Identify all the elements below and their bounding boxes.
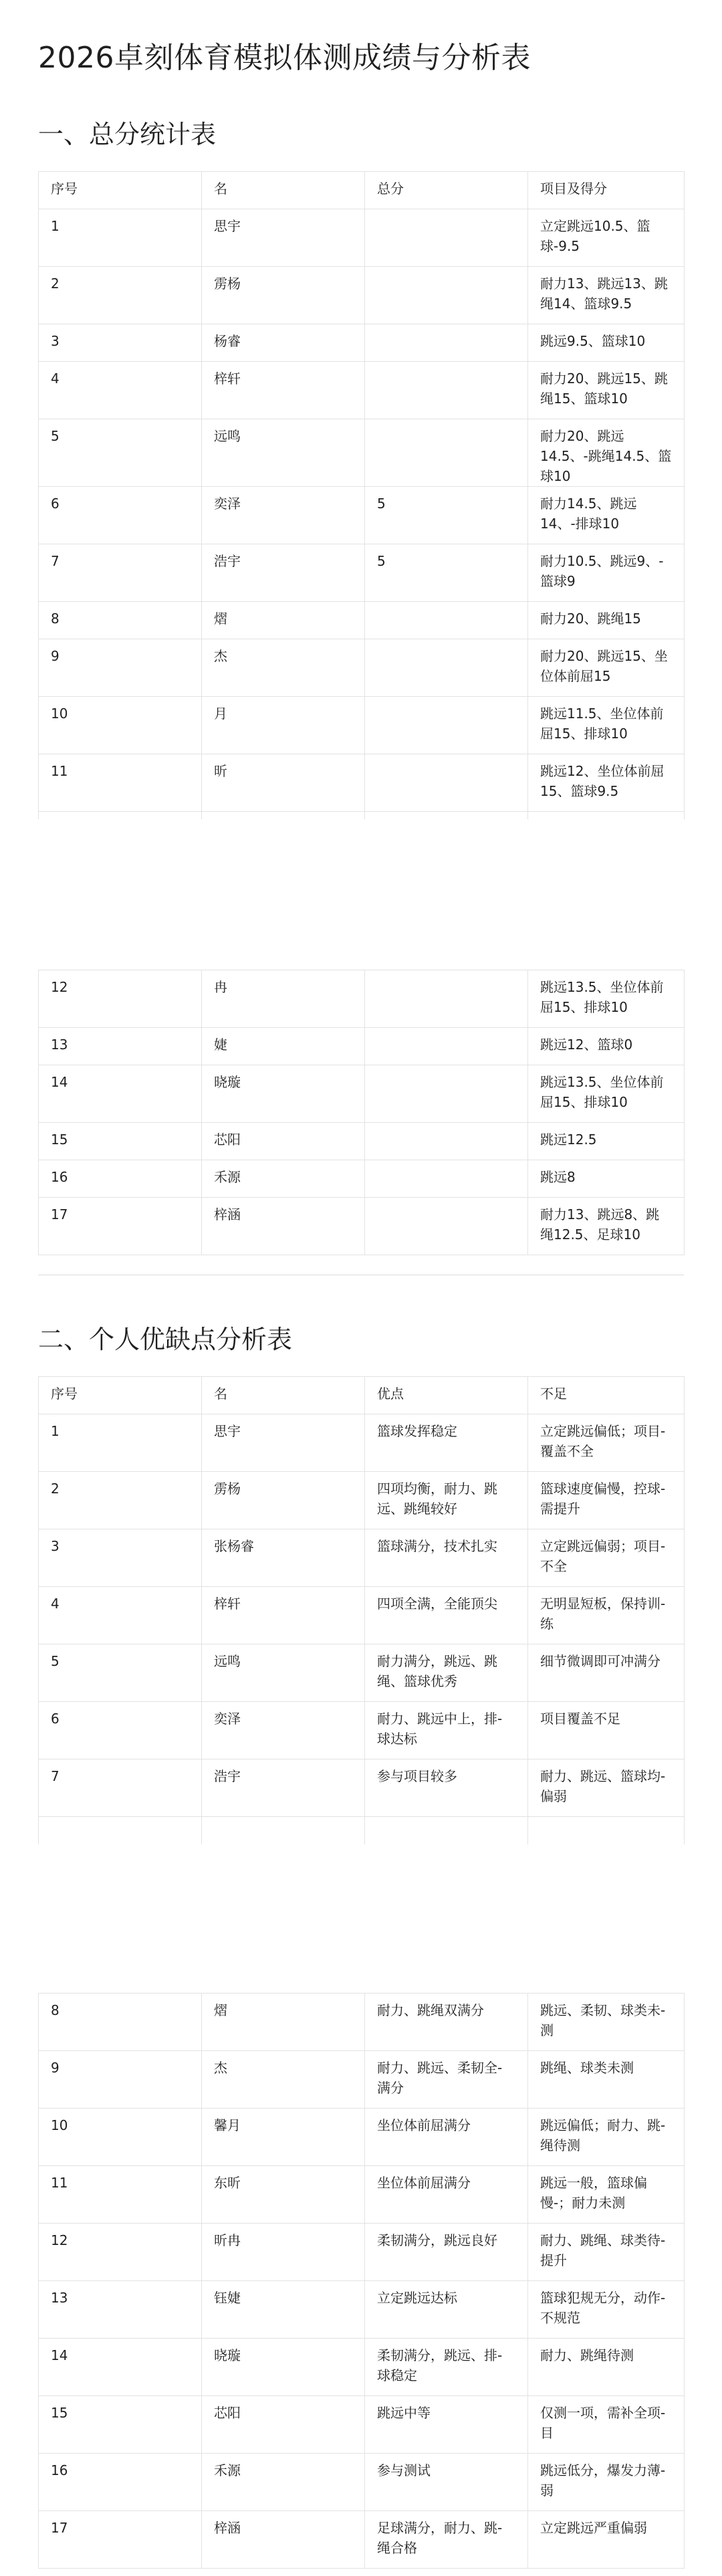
cell-pros: 足球满分，耐力、跳-绳合格 xyxy=(365,2511,528,2569)
header-total: 总分 xyxy=(365,172,528,209)
cell-no: 9 xyxy=(39,639,202,697)
cell-no: 9 xyxy=(39,2051,202,2109)
document-title: 2026卓刻体育模拟体测成绩与分析表 xyxy=(38,41,531,75)
cell-name: 杰 xyxy=(202,639,365,697)
cell-name: 思宇 xyxy=(202,209,365,267)
cell-pros: 四项全满，全能顶尖 xyxy=(365,1587,528,1644)
cell-cons: 跳远一般，篮球偏慢-；耐力未测 xyxy=(528,2166,685,2224)
cell-total xyxy=(365,1028,528,1065)
cell-total xyxy=(365,419,528,487)
cell-no: 3 xyxy=(39,324,202,362)
cell-cons: 仅测一项，需补全项-目 xyxy=(528,2396,685,2454)
blank-gap xyxy=(0,819,722,970)
cell-pros: 坐位体前屈满分 xyxy=(365,2109,528,2166)
cell-total xyxy=(365,324,528,362)
table-row xyxy=(39,2166,685,2224)
cell-total xyxy=(365,970,528,1028)
cell-no: 17 xyxy=(39,2511,202,2569)
cell-total xyxy=(365,754,528,812)
table-row xyxy=(39,2109,685,2166)
header-cons: 不足 xyxy=(528,1377,685,1414)
cell-no: 5 xyxy=(39,1644,202,1702)
table-row xyxy=(39,2511,685,2569)
cell-no: 10 xyxy=(39,2109,202,2166)
cell-name: 昕 xyxy=(202,754,365,812)
cell-cons: 无明显短板，保持训-练 xyxy=(528,1587,685,1644)
table-row xyxy=(39,1702,685,1759)
cell-no: 2 xyxy=(39,267,202,324)
cell-items: 耐力20、跳远15、跳绳15、篮球10 xyxy=(528,362,685,419)
cell-no: 4 xyxy=(39,362,202,419)
cell-pros: 四项均衡，耐力、跳远、跳绳较好 xyxy=(365,1472,528,1529)
cell-name: 东昕 xyxy=(202,2166,365,2224)
cell-no: 5 xyxy=(39,419,202,487)
cell-total xyxy=(365,639,528,697)
table-header-row xyxy=(39,1377,685,1414)
cell-items: 跳远12、篮球0 xyxy=(528,1028,685,1065)
table-row xyxy=(39,754,685,812)
cell-items: 跳远12、坐位体前屈15、篮球9.5 xyxy=(528,754,685,812)
cell-cons: 项目覆盖不足 xyxy=(528,1702,685,1759)
header-items: 项目及得分 xyxy=(528,172,685,209)
cell-items: 耐力14.5、跳远14、-排球10 xyxy=(528,487,685,544)
cell-name: 钰婕 xyxy=(202,2281,365,2339)
cell-items: 跳远11.5、坐位体前屈15、排球10 xyxy=(528,697,685,754)
cell-no: 2 xyxy=(39,1472,202,1529)
cell-pros: 篮球满分，技术扎实 xyxy=(365,1529,528,1587)
cell-name: 晓璇 xyxy=(202,2339,365,2396)
table-row xyxy=(39,1587,685,1644)
blank-gap xyxy=(0,1844,722,1993)
cell-no: 14 xyxy=(39,2339,202,2396)
cell-no: 16 xyxy=(39,1160,202,1198)
cell-items: 跳远9.5、篮球10 xyxy=(528,324,685,362)
table-row xyxy=(39,419,685,487)
cell-name: 馨月 xyxy=(202,2109,365,2166)
cell-name: 冉 xyxy=(202,970,365,1028)
cell-name: 浩宇 xyxy=(202,544,365,602)
cell-items: 耐力10.5、跳远9、-篮球9 xyxy=(528,544,685,602)
cell-no: 17 xyxy=(39,1198,202,1255)
cell-cons: 跳远低分，爆发力薄-弱 xyxy=(528,2454,685,2511)
cell-pros: 耐力、跳绳双满分 xyxy=(365,1994,528,2051)
cell-name: 熠 xyxy=(202,602,365,639)
table-header-row xyxy=(39,172,685,209)
cell-no: 11 xyxy=(39,754,202,812)
table-row xyxy=(39,1529,685,1587)
cell-cons: 跳远偏低；耐力、跳-绳待测 xyxy=(528,2109,685,2166)
cell-no: 8 xyxy=(39,1994,202,2051)
cell-pros: 跳远中等 xyxy=(365,2396,528,2454)
table-row xyxy=(39,1472,685,1529)
table-row xyxy=(39,1065,685,1123)
table-row xyxy=(39,1198,685,1255)
cell-name: 奕泽 xyxy=(202,1702,365,1759)
cell-items: 跳远8 xyxy=(528,1160,685,1198)
cell-pros: 柔韧满分，跳远良好 xyxy=(365,2224,528,2281)
table-row xyxy=(39,1644,685,1702)
cell-name: 梓轩 xyxy=(202,1587,365,1644)
cell-pros: 柔韧满分，跳远、排-球稳定 xyxy=(365,2339,528,2396)
cell-name: 芯阳 xyxy=(202,2396,365,2454)
cell-no: 15 xyxy=(39,1123,202,1160)
score-summary-table-part2 xyxy=(38,970,685,1255)
cell-no: 12 xyxy=(39,2224,202,2281)
cell-pros: 立定跳远达标 xyxy=(365,2281,528,2339)
table-row xyxy=(39,544,685,602)
header-name: 名 xyxy=(202,1377,365,1414)
cell-no: 1 xyxy=(39,209,202,267)
cell-name: 浩宇 xyxy=(202,1759,365,1817)
cell-name: 禾源 xyxy=(202,2454,365,2511)
cell-no: 14 xyxy=(39,1065,202,1123)
section2-heading: 二、个人优缺点分析表 xyxy=(38,1325,293,1354)
cell-no: 3 xyxy=(39,1529,202,1587)
cell-name: 梓涵 xyxy=(202,1198,365,1255)
table-row xyxy=(39,639,685,697)
cell-name: 熠 xyxy=(202,1994,365,2051)
cell-cons: 篮球犯规无分，动作-不规范 xyxy=(528,2281,685,2339)
cell-name: 梓涵 xyxy=(202,2511,365,2569)
table-row xyxy=(39,2396,685,2454)
header-name: 名 xyxy=(202,172,365,209)
cell-total xyxy=(365,362,528,419)
table-row xyxy=(39,1414,685,1472)
cell-total xyxy=(365,267,528,324)
cell-no: 6 xyxy=(39,1702,202,1759)
cell-pros: 坐位体前屈满分 xyxy=(365,2166,528,2224)
cell-name: 禾源 xyxy=(202,1160,365,1198)
header-no: 序号 xyxy=(39,1377,202,1414)
table-row xyxy=(39,2454,685,2511)
table-row xyxy=(39,1123,685,1160)
cell-no: 7 xyxy=(39,1759,202,1817)
cell-name: 远鸣 xyxy=(202,419,365,487)
cell-name: 婕 xyxy=(202,1028,365,1065)
table-row xyxy=(39,1028,685,1065)
cell-cons: 篮球速度偏慢，控球-需提升 xyxy=(528,1472,685,1529)
score-summary-table-part1 xyxy=(38,171,685,841)
cell-items: 跳远13.5、坐位体前屈15、排球10 xyxy=(528,1065,685,1123)
cell-items: 立定跳远10.5、篮球-9.5 xyxy=(528,209,685,267)
cell-pros: 耐力、跳远、柔韧全-满分 xyxy=(365,2051,528,2109)
cell-name: 芯阳 xyxy=(202,1123,365,1160)
table-row xyxy=(39,2339,685,2396)
cell-items: 跳远13.5、坐位体前屈15、排球10 xyxy=(528,970,685,1028)
cell-name: 晓璇 xyxy=(202,1065,365,1123)
cell-cons: 细节微调即可冲满分 xyxy=(528,1644,685,1702)
cell-no: 13 xyxy=(39,2281,202,2339)
cell-cons: 立定跳远偏低；项目-覆盖不全 xyxy=(528,1414,685,1472)
cell-cons: 跳远、柔韧、球类未-测 xyxy=(528,1994,685,2051)
cell-name: 梓轩 xyxy=(202,362,365,419)
cell-name: 远鸣 xyxy=(202,1644,365,1702)
cell-total xyxy=(365,697,528,754)
table-row xyxy=(39,2051,685,2109)
empty-row xyxy=(39,1817,685,1846)
cell-no: 15 xyxy=(39,2396,202,2454)
cell-no: 11 xyxy=(39,2166,202,2224)
table-row xyxy=(39,697,685,754)
cell-total xyxy=(365,209,528,267)
cell-items: 耐力20、跳绳15 xyxy=(528,602,685,639)
cell-name: 奕泽 xyxy=(202,487,365,544)
table-row xyxy=(39,487,685,544)
section1-heading: 一、总分统计表 xyxy=(38,120,217,149)
cell-no: 7 xyxy=(39,544,202,602)
cell-pros: 参与项目较多 xyxy=(365,1759,528,1817)
cell-cons: 立定跳远偏弱；项目-不全 xyxy=(528,1529,685,1587)
table-row xyxy=(39,2224,685,2281)
cell-name: 张杨睿 xyxy=(202,1529,365,1587)
cell-total xyxy=(365,1160,528,1198)
cell-name: 杰 xyxy=(202,2051,365,2109)
header-no: 序号 xyxy=(39,172,202,209)
analysis-table-part2 xyxy=(38,1993,685,2569)
cell-name: 杨睿 xyxy=(202,324,365,362)
cell-items: 耐力13、跳远13、跳绳14、篮球9.5 xyxy=(528,267,685,324)
cell-pros: 篮球发挥稳定 xyxy=(365,1414,528,1472)
cell-total: 5 xyxy=(365,544,528,602)
cell-pros: 耐力、跳远中上，排-球达标 xyxy=(365,1702,528,1759)
table-row xyxy=(39,209,685,267)
cell-name: 思宇 xyxy=(202,1414,365,1472)
cell-total xyxy=(365,1123,528,1160)
cell-no: 13 xyxy=(39,1028,202,1065)
cell-cons: 跳绳、球类未测 xyxy=(528,2051,685,2109)
cell-total xyxy=(365,602,528,639)
cell-items: 耐力13、跳远8、跳绳12.5、足球10 xyxy=(528,1198,685,1255)
cell-name: 雳杨 xyxy=(202,267,365,324)
table-row xyxy=(39,602,685,639)
table-row xyxy=(39,362,685,419)
table-row xyxy=(39,970,685,1028)
cell-cons: 耐力、跳远、篮球均-偏弱 xyxy=(528,1759,685,1817)
cell-pros: 耐力满分，跳远、跳绳、篮球优秀 xyxy=(365,1644,528,1702)
table-row xyxy=(39,2281,685,2339)
cell-total xyxy=(365,1198,528,1255)
cell-no: 10 xyxy=(39,697,202,754)
table-row xyxy=(39,324,685,362)
cell-items: 耐力20、跳远15、坐位体前屈15 xyxy=(528,639,685,697)
cell-name: 昕冉 xyxy=(202,2224,365,2281)
cell-total xyxy=(365,1065,528,1123)
cell-no: 16 xyxy=(39,2454,202,2511)
cell-name: 雳杨 xyxy=(202,1472,365,1529)
cell-no: 1 xyxy=(39,1414,202,1472)
empty-cell xyxy=(39,1817,202,1846)
cell-cons: 立定跳远严重偏弱 xyxy=(528,2511,685,2569)
cell-cons: 耐力、跳绳待测 xyxy=(528,2339,685,2396)
header-pros: 优点 xyxy=(365,1377,528,1414)
cell-no: 4 xyxy=(39,1587,202,1644)
empty-cell xyxy=(528,1817,685,1846)
table-row xyxy=(39,1160,685,1198)
cell-name: 月 xyxy=(202,697,365,754)
empty-cell xyxy=(365,1817,528,1846)
cell-items: 跳远12.5 xyxy=(528,1123,685,1160)
cell-pros: 参与测试 xyxy=(365,2454,528,2511)
table-row xyxy=(39,1994,685,2051)
cell-no: 6 xyxy=(39,487,202,544)
cell-total: 5 xyxy=(365,487,528,544)
table-row xyxy=(39,1759,685,1817)
cell-no: 12 xyxy=(39,970,202,1028)
table-row xyxy=(39,267,685,324)
empty-cell xyxy=(202,1817,365,1846)
cell-cons: 耐力、跳绳、球类待-提升 xyxy=(528,2224,685,2281)
analysis-table-part1 xyxy=(38,1376,685,1846)
cell-items: 耐力20、跳远14.5、-跳绳14.5、篮球10 xyxy=(528,419,685,487)
cell-no: 8 xyxy=(39,602,202,639)
